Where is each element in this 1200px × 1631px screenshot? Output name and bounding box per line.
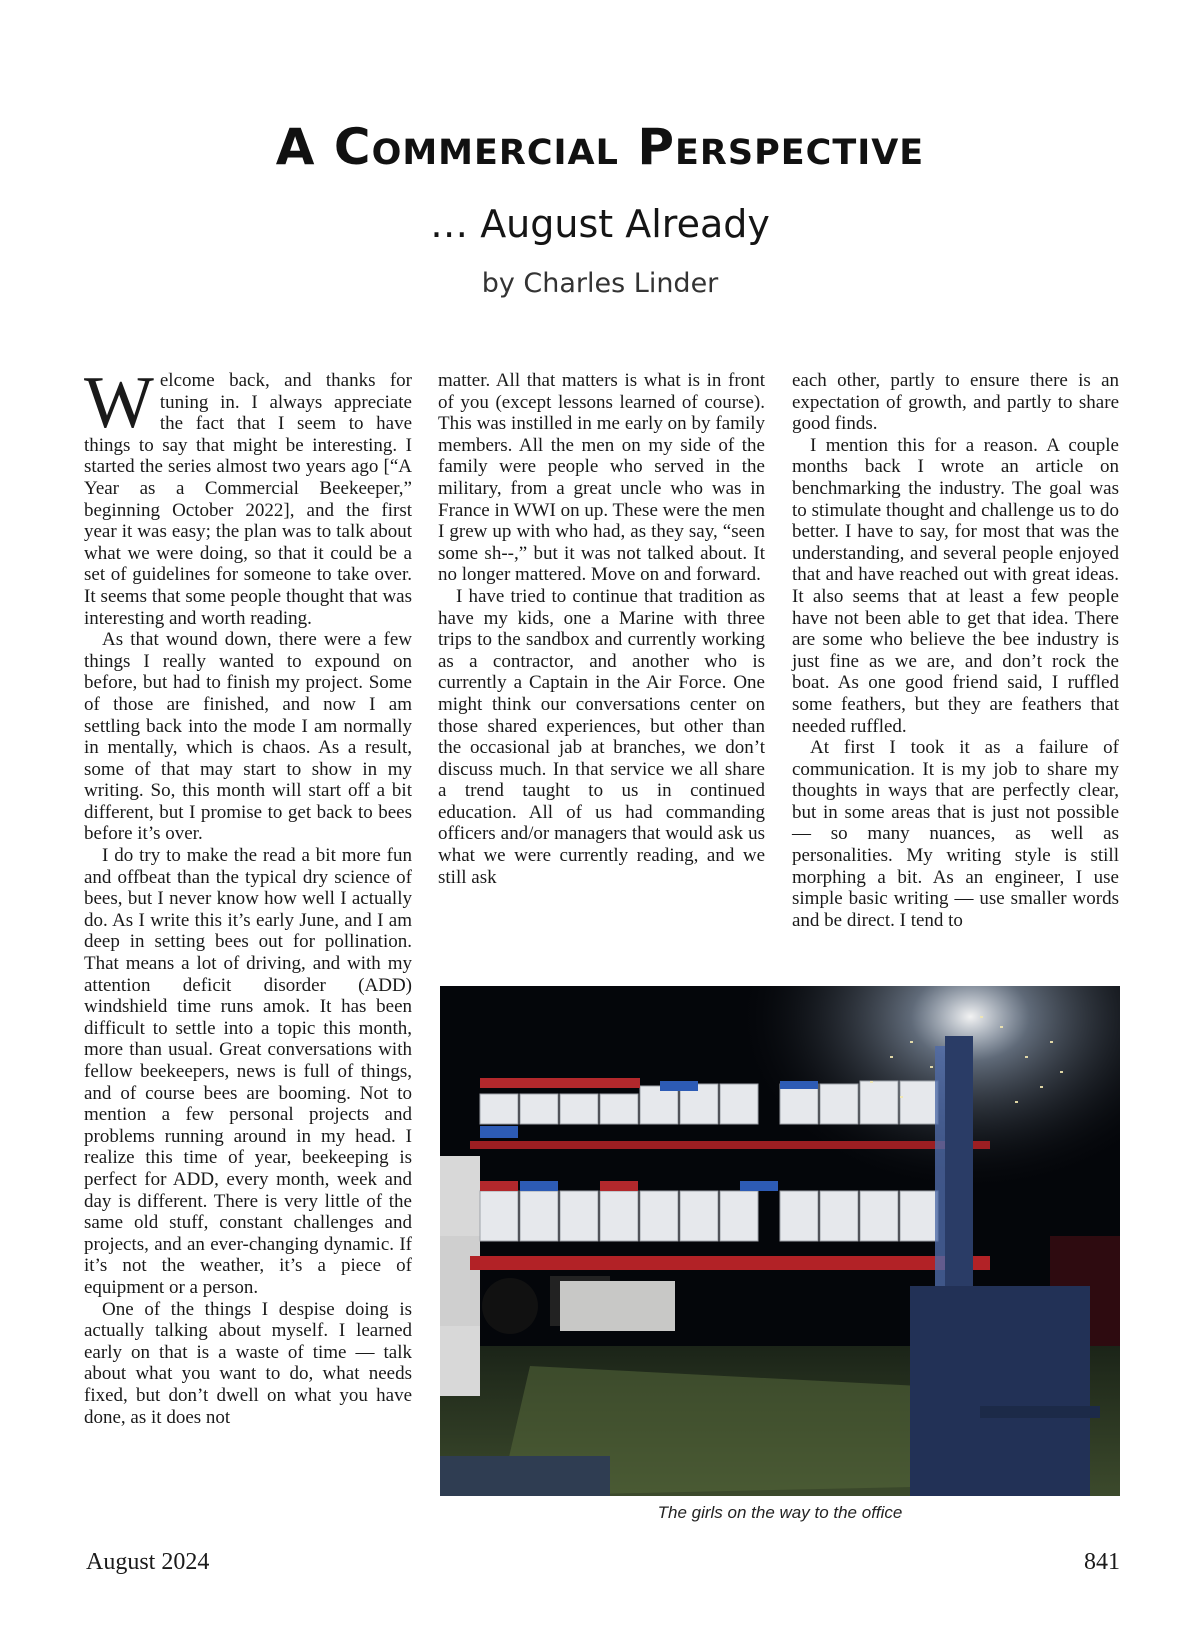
text-column-1 xyxy=(84,362,412,1518)
issue-date: August 2024 xyxy=(86,1549,210,1575)
paragraph: I have tried to continue that tradition as have my kids, one a Marine with three trips to the sandbox and currently working as a contractor, and another who is currently a Captain in the Air Force. One might think our conversations center on those shared experiences, but other than the occasional jab at branches, we don’t discuss much. In that service we all share a trend taught to us in continued education. All of us had commanding officers and/or managers that would ask us what we were currently reading, and we still ask xyxy=(438,585,765,888)
text-column-2 xyxy=(438,370,765,948)
text-column-3 xyxy=(792,370,1119,948)
article-byline: by Charles Linder xyxy=(481,268,719,299)
paragraph: I do try to make the read a bit more fun and offbeat than the typical dry science of bees, but I never know how well I actually do. As I write this it’s early June, and I am deep in setting bees out for pollination. That means a lot of driving, and with my attention deficit disorder (ADD) windshield time runs amok. It has been difficult to settle into a topic this month, more than usual. Great conversations with fellow beekeepers, news is full of things, and of course bees are booming. Not to mention a few personal projects and problems running around in my head. I realize this time of year, beekeeping is perfect for ADD, every month, week and day is different. There is very little of the same old stuff, constant challenges and projects, and an ever-changing dynamic. If it’s not the weather, it’s a piece of equipment or a person. xyxy=(84,845,412,1298)
article-title: A Commercial Perspective xyxy=(275,118,925,176)
paragraph-text: elcome back, and thanks for tuning in. I always appreciate the fact that I seem to have things to say that might be interesting. I started the series almost two years ago [“A Year as a Commercial Beekeeper,” beginning October 2022], and the first year it was easy; the plan was to talk about what we were doing, so that it could be a set of guidelines for someone to take over. It seems that some people thought that was interesting and worth reading. xyxy=(84,370,412,629)
article-subtitle: … August Already xyxy=(430,202,770,246)
paragraph: each other, partly to ensure there is an expectation of growth, and partly to share good finds. xyxy=(792,370,1119,435)
page-number: 841 xyxy=(1084,1549,1120,1575)
photo-caption: The girls on the way to the office xyxy=(657,1503,903,1522)
paragraph: matter. All that matters is what is in front of you (except lessons learned of course). This was instilled in me early on by family members. All the men on my side of the family were people who served in the military, from a great uncle who was in France in WWI on up. These were the men I grew up with who had, as they say, “seen some sh--,” but it was not talked about. It no longer mattered. Move on and forward. xyxy=(438,370,765,586)
night-scene-illustration xyxy=(440,986,1120,1496)
drop-cap: W xyxy=(84,362,154,444)
paragraph: At first I took it as a failure of communication. It is my job to share my thoughts in ways that are perfectly clear, but in some areas that is just not possible — so many nuances, as well as personalities. My writing style is still morphing a bit. As an engineer, I use simple basic writing — use smaller words and be direct. I tend to xyxy=(792,737,1119,931)
photo-truck-with-beehives xyxy=(440,986,1120,1496)
paragraph: One of the things I despise doing is actually talking about myself. I learned early on that is a waste of time — talk about what you want to do, what needs fixed, but don’t dwell on what you have done, as it does not xyxy=(84,1298,412,1428)
paragraph: As that wound down, there were a few things I really wanted to expound on before, but had to finish my project. Some of those are finished, and now I am settling back into the mode I am normally in mentally, which is chaos. As a result, some of that may start to show in my writing. So, this month will start off a bit different, but I promise to get back to bees before it’s over. xyxy=(84,629,412,845)
paragraph: I mention this for a reason. A couple months back I wrote an article on benchmarking the industry. The goal was to stimulate thought and challenge us to do better. I have to say, for most that was the understanding, and several people enjoyed that and have reached out with great ideas. It also seems that at least a few people have not been able to get that idea. There are some who believe the bee industry is just fine as we are, and don’t rock the boat. As one good friend said, I ruffled some feathers, but they are feathers that needed ruffled. xyxy=(792,434,1119,737)
paragraph xyxy=(84,362,412,629)
